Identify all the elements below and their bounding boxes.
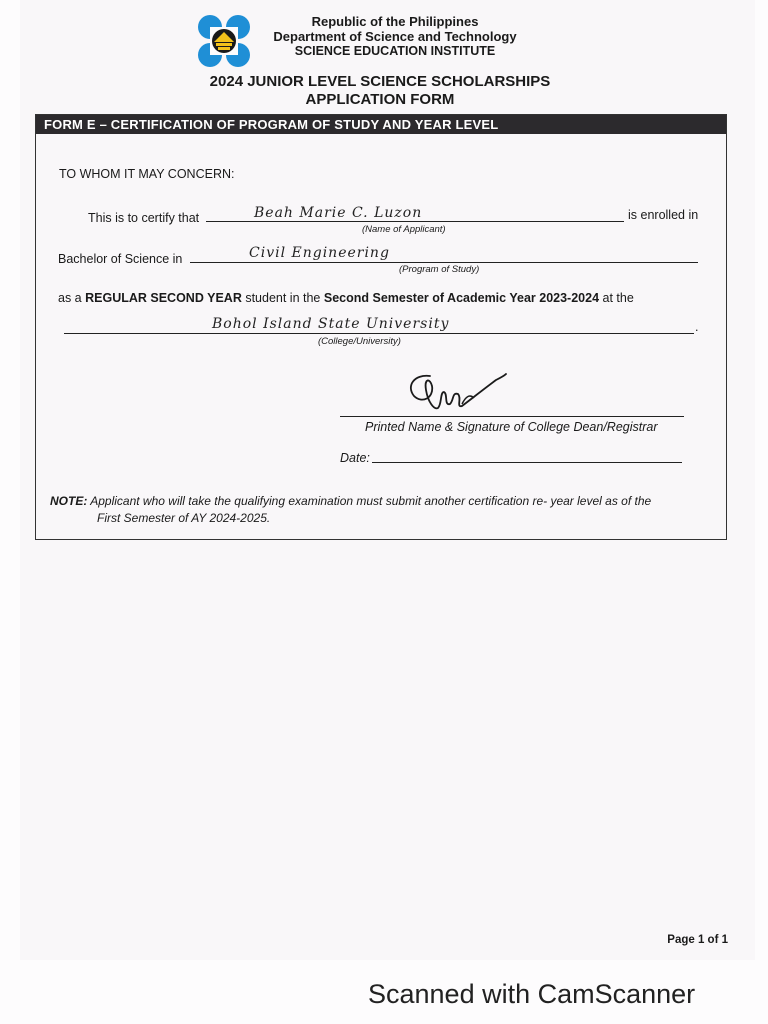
year-level: REGULAR SECOND YEAR xyxy=(85,291,242,305)
certify-prefix: This is to certify that xyxy=(88,211,200,225)
date-line xyxy=(372,462,682,463)
page-number: Page 1 of 1 xyxy=(667,934,728,946)
note-text: Applicant who will take the qualifying examination must submit another certification re- year level as of the xyxy=(87,494,652,508)
status-text-3: student in the xyxy=(241,291,324,305)
header-line1: Republic of the Philippines xyxy=(311,14,479,29)
college-period: . xyxy=(695,320,699,334)
header-line3: SCIENCE EDUCATION INSTITUTE xyxy=(294,44,496,58)
program-line xyxy=(190,262,698,263)
applicant-caption: (Name of Applicant) xyxy=(362,224,446,235)
form-title: 2024 JUNIOR LEVEL SCIENCE SCHOLARSHIPS xyxy=(209,73,551,90)
signature-caption: Printed Name & Signature of College Dean/Registrar xyxy=(365,420,658,434)
salutation: TO WHOM IT MAY CONCERN: xyxy=(59,167,235,181)
header-line2: Department of Science and Technology xyxy=(273,29,517,44)
status-sentence xyxy=(58,291,634,305)
academic-term: Second Semester of Academic Year 2023-2024 xyxy=(323,291,600,305)
dost-logo xyxy=(197,14,251,68)
program-caption: (Program of Study) xyxy=(399,264,480,275)
form-e-title-bar: FORM E – CERTIFICATION OF PROGRAM OF STUDY AND YEAR LEVEL xyxy=(36,115,726,134)
note xyxy=(50,494,710,508)
status-text-5: at the xyxy=(599,291,634,305)
form-subtitle: APPLICATION FORM xyxy=(305,91,455,108)
note-label: NOTE: xyxy=(50,494,88,508)
signature-line xyxy=(340,416,684,417)
camscanner-watermark: Scanned with CamScanner xyxy=(368,979,696,1009)
certify-suffix: is enrolled in xyxy=(628,208,699,222)
applicant-name: Beah Marie C. Luzon xyxy=(254,205,423,221)
college-caption: (College/University) xyxy=(318,336,401,347)
college-name: Bohol Island State University xyxy=(212,316,450,332)
handwritten-signature xyxy=(400,368,512,416)
note-text-line2: First Semester of AY 2024-2025. xyxy=(97,511,271,525)
status-text-1: as a xyxy=(58,291,86,305)
applicant-name-line xyxy=(206,221,624,222)
college-line xyxy=(64,333,694,334)
program-of-study: Civil Engineering xyxy=(249,245,390,261)
program-prefix: Bachelor of Science in xyxy=(58,252,183,266)
date-label: Date: xyxy=(340,451,370,465)
